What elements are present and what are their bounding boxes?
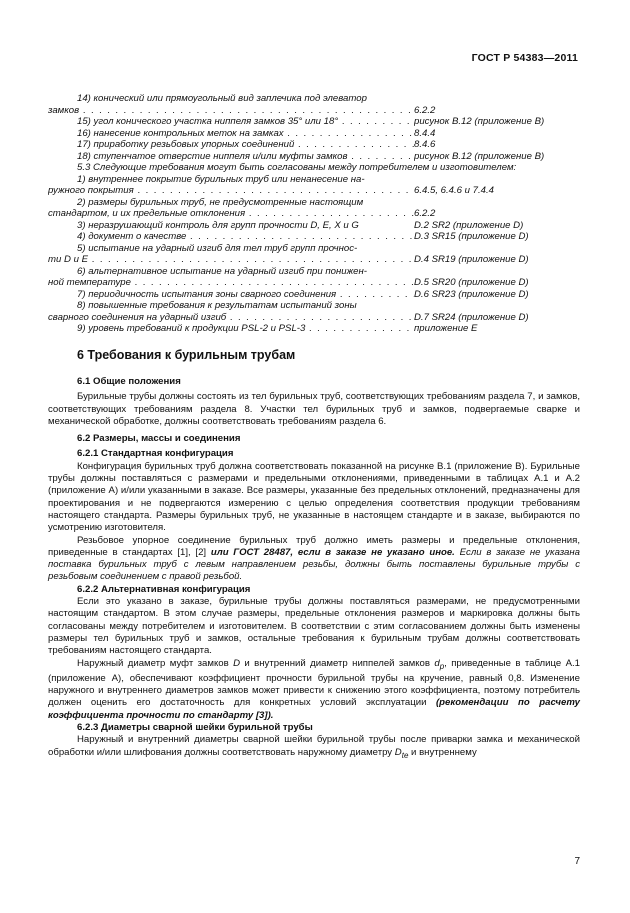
list-item-text: 3) неразрушающий контроль для групп прочности D, E, X и G — [77, 219, 359, 231]
list-item-reference: приложение Е — [414, 323, 478, 334]
paragraph: Резьбовое упорное соединение бурильных труб должно иметь размеры и предельные отклонения, приведенные в стандартах [1], [2] или ГОСТ 28487, если в заказе не указано иное. Если в заказе не указана поставка бурильных труб с левым направлением резьбы, должны быть поставлены бурильные трубы с резьбовым соединением с правой резьбой. — [48, 534, 580, 583]
list-item-reference: 6.2.2 — [414, 208, 436, 219]
paragraph: Наружный и внутренний диаметры сварной шейки бурильной трубы после приварки замка и механической обработки и/или шлифования должны соответствовать наружному диаметру $D_{te}$ и внутреннему — [48, 734, 580, 760]
list-item — [48, 93, 578, 105]
list-item-text: 1) внутреннее покрытие бурильных труб или ненанесение на- — [77, 173, 365, 185]
list-item-text: 9) уровень требований к продукции PSL-2 и PSL-3 . . . — [48, 323, 414, 335]
list-item — [48, 128, 578, 140]
paragraph: Если это указано в заказе, бурильные трубы должны поставляться размерами, не предусмотренными настоящим стандартом. В этом случае размеры, предельные отклонения размеров и маркировка должны быть согласованы между потребителем и изготовителем. В соответствии с этим согласованием должны быть изменены размеры тел бурильных труб и замков, остальные требования к бурильным трубам должны соответствовать требованиям настоящего стандарта. — [48, 596, 580, 657]
list-item-reference: D.3 SR15 (приложение D) — [414, 231, 529, 242]
list-item-reference — [414, 243, 578, 255]
list-item-text: 5) испытание на ударный изгиб для тел труб групп прочнос- — [77, 242, 358, 254]
list-item-reference — [414, 300, 578, 312]
list-item-text: 18) ступенчатое отверстие ниппеля и/или муфты замков . . . — [48, 151, 414, 163]
list-item-reference — [414, 174, 578, 186]
list-item-text: замков . . . — [48, 105, 414, 117]
subsection-heading-6-2-2: 6.2.2 Альтернативная конфигурация — [77, 583, 251, 595]
list-item-reference: 8.4.6 — [414, 139, 436, 150]
list-item-reference: 6.2.2 — [414, 104, 436, 116]
list-item — [48, 208, 578, 220]
page-number: 7 — [574, 856, 580, 867]
list-item-text: 15) угол конического участка ниппеля замков 35° или 18° . . . — [48, 116, 414, 128]
list-item — [48, 266, 578, 278]
list-item-text: 4) документ о качестве . . . — [48, 231, 414, 243]
list-item-text: 5.3 Следующие требования могут быть согласованы между потребителем и изготовителем: — [77, 162, 517, 173]
list-item — [48, 277, 578, 289]
subsection-heading-6-2: 6.2 Размеры, массы и соединения — [77, 433, 241, 445]
list-item — [48, 116, 578, 128]
paragraph: Бурильные трубы должны состоять из тел бурильных труб, соответствующих требованиям раздела 7, и замков, соответствующих требованиям раздела 8. Участки тел бурильных труб и замков, подвергаемые сварке и механической обработке, должны соответствовать требованиям раздела 6. — [48, 391, 580, 427]
list-item — [48, 162, 578, 174]
paragraph: Наружный диаметр муфт замков D и внутренний диаметр ниппелей замков $d_p$, приведенные в таблице А.1 (приложение А), обеспечивают коэффициент прочности бурильной трубы на кручение, равный 0,8. Изменение наружного и внутреннего диаметров замков может привести к снижению этого коэффициента, поэтому потребитель должен оценить его достаточность для конкретных условий эксплуатации (рекомендации по расчету коэффициента прочности по стандарту [3]). — [48, 657, 581, 721]
list-item-reference: D.2 SR2 (приложение D) — [414, 219, 524, 231]
list-item-reference: D.5 SR20 (приложение D) — [414, 277, 529, 288]
list-item — [48, 289, 578, 301]
list-item — [48, 174, 578, 186]
list-item-text: 17) приработку резьбовых упорных соединений . . . — [48, 139, 414, 151]
list-item — [48, 151, 578, 163]
list-item-text: сварного соединения на ударный изгиб . . . — [48, 312, 414, 324]
list-item — [48, 254, 578, 266]
list-item — [48, 243, 578, 255]
list-item — [48, 220, 578, 232]
list-item-text: 2) размеры бурильных труб, не предусмотренные настоящим — [77, 196, 364, 208]
list-item-reference: рисунок В.12 (приложение В) — [414, 150, 545, 162]
list-item-text: 8) повышенные требования к результатам испытаний зоны — [77, 300, 357, 311]
list-item — [48, 300, 578, 312]
list-item — [48, 197, 578, 209]
list-item-text: 6) альтернативное испытание на ударный изгиб при понижен- — [77, 265, 367, 277]
list-item-reference — [414, 197, 578, 209]
list-item-text: ружного покрытия . . . — [48, 185, 414, 197]
list-item-reference: рисунок В.12 (приложение В) — [414, 116, 545, 127]
section-title: 6 Требования к бурильным трубам — [77, 348, 296, 362]
list-item — [48, 323, 578, 335]
list-item — [48, 231, 578, 243]
list-item — [48, 312, 578, 324]
list-item — [48, 139, 578, 151]
list-item-reference — [414, 93, 578, 105]
subsection-heading-6-2-1: 6.2.1 Стандартная конфигурация — [77, 448, 234, 460]
list-item-text: ной температуре . . . — [48, 277, 414, 289]
subsection-heading-6-1: 6.1 Общие положения — [77, 376, 181, 387]
paragraph: Конфигурация бурильных труб должна соответствовать показанной на рисунке В.1 (приложение В). Бурильные трубы должны поставляться с размерами и предельными отклонениями, приведенными в таблицах А.1 и А.2 (приложение А) и/или указанными в заказе. Все размеры, указанные без предельных отклонений, предназначены для проектирования и не подвергаются измерению с целью определения соответствия продукции требованиям настоящего стандарта. Размеры бурильных труб, не указанные в настоящем стандарте и в заказе, выбираются по усмотрению изготовителя. — [48, 460, 580, 534]
list-item-reference: 8.4.4 — [414, 127, 436, 139]
list-item — [48, 105, 578, 117]
document-body — [48, 376, 580, 762]
list-item-text: стандартом, и их предельные отклонения . . . — [48, 208, 414, 220]
list-item-reference: D.4 SR19 (приложение D) — [414, 254, 529, 265]
list-item-reference: D.7 SR24 (приложение D) — [414, 311, 529, 323]
list-item — [48, 185, 578, 197]
list-item-reference: D.6 SR23 (приложение D) — [414, 288, 529, 300]
list-item-text: ти D и E . . . — [48, 254, 414, 266]
requirements-list — [48, 93, 578, 335]
list-item-reference — [414, 266, 578, 278]
list-item-text: 16) нанесение контрольных меток на замках . . . — [48, 128, 414, 140]
subsection-heading-6-2-3: 6.2.3 Диаметры сварной шейки бурильной трубы — [77, 721, 313, 733]
list-item-reference: 6.4.5, 6.4.6 и 7.4.4 — [414, 185, 495, 196]
list-item-text: 7) периодичность испытания зоны сварного соединения . . . — [48, 289, 414, 301]
list-item-text: 14) конический или прямоугольный вид заплечика под элеватор — [77, 93, 367, 104]
document-id-header: ГОСТ Р 54383—2011 — [471, 52, 578, 64]
